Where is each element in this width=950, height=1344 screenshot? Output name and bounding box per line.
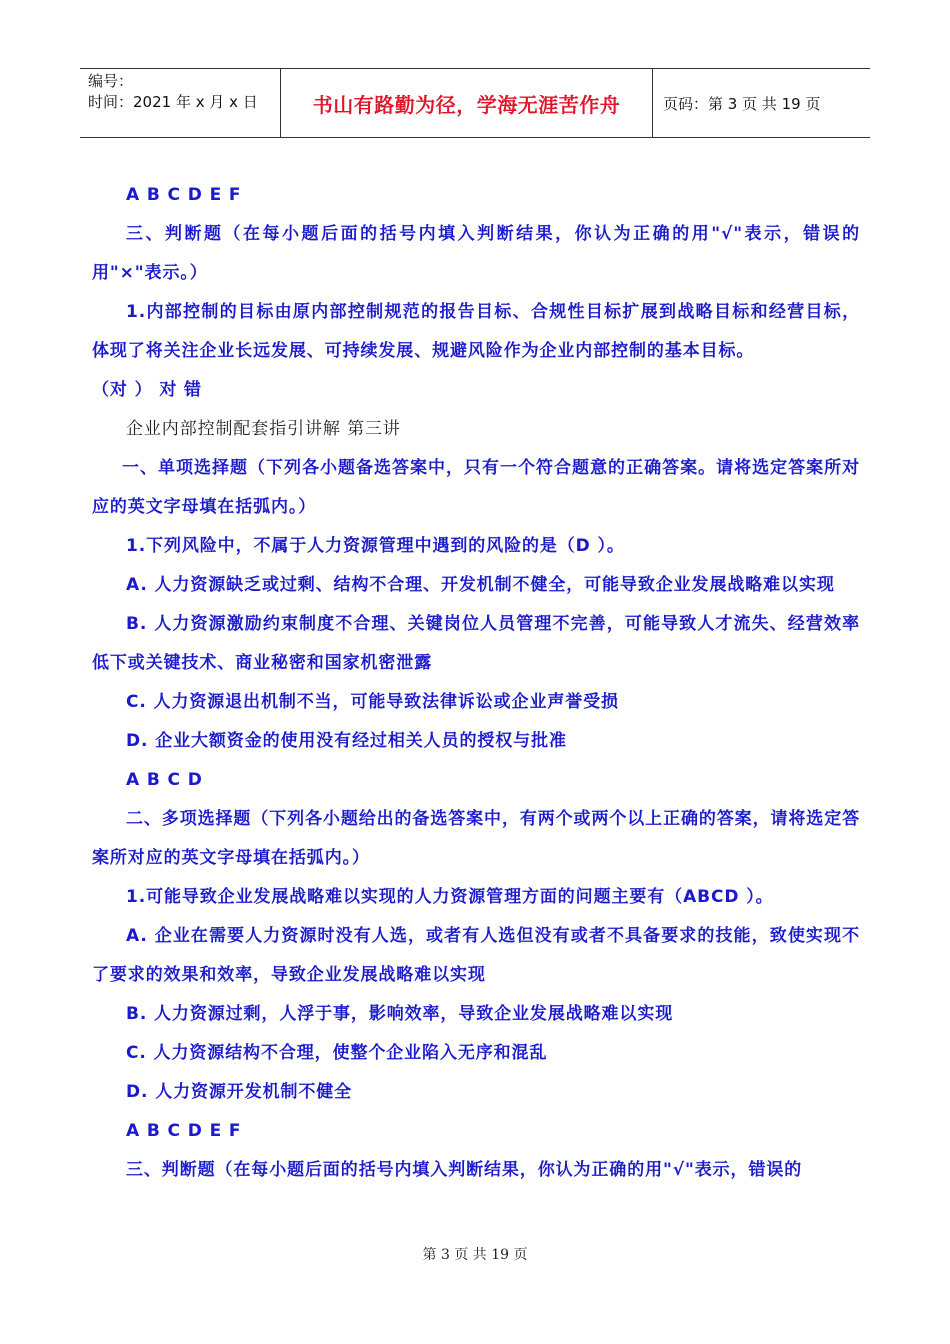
answer-options: A B C D E F bbox=[126, 185, 242, 205]
option-a: A. 人力资源缺乏或过剩、结构不合理、开发机制不健全，可能导致企业发展战略难以实现 bbox=[126, 575, 835, 595]
answer-options: A B C D bbox=[126, 770, 203, 790]
option-b: B. 人力资源过剩，人浮于事，影响效率，导致企业发展战略难以实现 bbox=[126, 1004, 674, 1024]
section-heading: 一、单项选择题（下列各小题备选答案中，只有一个符合题意的正确答案。请将选定答案所对应的英文字母填在括弧内。） bbox=[92, 458, 860, 517]
option-c: C. 人力资源退出机制不当，可能导致法律诉讼或企业声誉受损 bbox=[126, 692, 619, 712]
page-header bbox=[80, 68, 870, 138]
question-text: 1.可能导致企业发展战略难以实现的人力资源管理方面的问题主要有（ABCD ）。 bbox=[126, 887, 774, 907]
section-heading: 三、判断题（在每小题后面的括号内填入判断结果，你认为正确的用"√"表示，错误的用"×"表示。） bbox=[92, 224, 860, 283]
option-a: A. 企业在需要人力资源时没有人选，或者有人选但没有或者不具备要求的技能，致使实现不了要求的效果和效率，导致企业发展战略难以实现 bbox=[92, 926, 860, 985]
date-label: 时间：2021 年 x 月 x 日 bbox=[88, 93, 258, 111]
header-meta bbox=[80, 69, 281, 137]
option-b: B. 人力资源激励约束制度不合理、关键岗位人员管理不完善，可能导致人才流失、经营效率低下或关键技术、商业秘密和国家机密泄露 bbox=[92, 614, 860, 673]
option-c: C. 人力资源结构不合理，使整个企业陷入无序和混乱 bbox=[126, 1043, 548, 1063]
question-text: 1.内部控制的目标由原内部控制规范的报告目标、合规性目标扩展到战略目标和经营目标，体现了将关注企业长远发展、可持续发展、规避风险作为企业内部控制的基本目标。 bbox=[92, 302, 860, 361]
header-page-info: 页码：第 3 页 共 19 页 bbox=[663, 94, 821, 113]
section-heading: 二、多项选择题（下列各小题给出的备选答案中，有两个或两个以上正确的答案，请将选定答案所对应的英文字母填在括弧内。） bbox=[92, 809, 860, 868]
header-motto: 书山有路勤为径，学海无涯苦作舟 bbox=[281, 69, 653, 137]
answer-line: （对 ） 对 错 bbox=[92, 380, 202, 400]
option-d: D. 企业大额资金的使用没有经过相关人员的授权与批准 bbox=[126, 731, 567, 751]
question-text: 1.下列风险中，不属于人力资源管理中遇到的风险的是（D ）。 bbox=[126, 536, 625, 556]
answer-options: A B C D E F bbox=[126, 1121, 242, 1141]
lecture-title: 企业内部控制配套指引讲解 第三讲 bbox=[126, 419, 401, 439]
code-label: 编号： bbox=[88, 72, 134, 90]
section-heading: 三、判断题（在每小题后面的括号内填入判断结果，你认为正确的用"√"表示，错误的 bbox=[126, 1160, 803, 1180]
document-body bbox=[92, 176, 860, 1190]
page-footer: 第 3 页 共 19 页 bbox=[422, 1247, 528, 1263]
option-d: D. 人力资源开发机制不健全 bbox=[126, 1082, 353, 1102]
